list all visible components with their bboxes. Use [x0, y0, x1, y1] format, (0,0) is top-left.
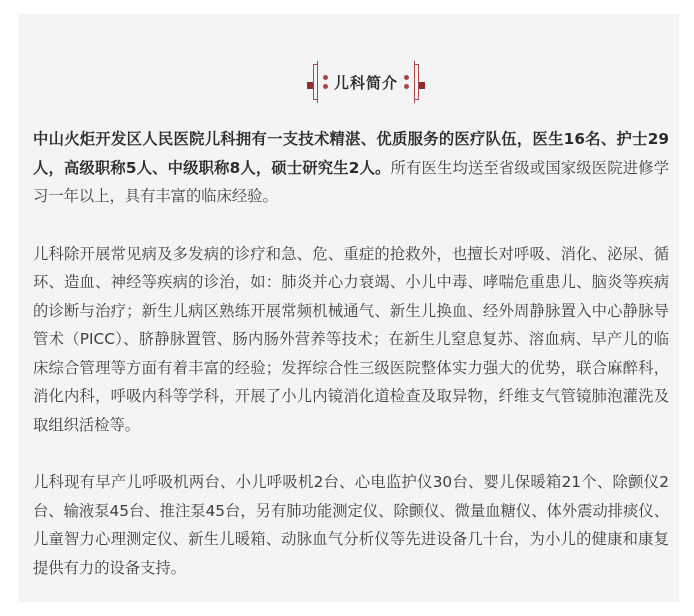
section-title-frame — [307, 51, 425, 105]
intro-paragraph — [33, 125, 669, 211]
article-body — [33, 125, 669, 611]
page-title: 儿科简介 — [333, 74, 398, 92]
intro-rest-text: 所有医生均送至省级或国家级医院进修学习一年以上，具有丰富的临床经验。 — [33, 158, 669, 205]
intro-highlight-text: 中山火炬开发区人民医院儿科拥有一支技术精湛、优质服务的医疗队伍，医生16名、护士29人，高级职称5人、中级职称8人，硕士研究生2人。 — [33, 130, 669, 177]
services-paragraph: 儿科除开展常见病及多发病的诊疗和急、危、重症的抢救外，也擅长对呼吸、消化、泌尿、循环、造血、神经等疾病的诊治，如：肺炎并心力衰竭、小儿中毒、哮喘危重患儿、脑炎等疾病的诊断与治疗；新生儿病区熟练开展常频机械通气、新生儿换血、经外周静脉置入中心静脉导管术（PICC）、脐静脉置管、肠内肠外营养等技术；在新生儿窒息复苏、溶血病、早产儿的临床综合管理等方面有着丰富的经验；发挥综合性三级医院整体实力强大的优势，联合麻醉科，消化内科，呼吸内科等学科，开展了小儿内镜消化道检查及取异物，纤维支气管镜肺泡灌洗及取组织活检等。 — [33, 244, 669, 434]
equipment-paragraph: 儿科现有早产儿呼吸机两台、小儿呼吸机2台、心电监护仪30台、婴儿保暖箱21个、除颤仪2台、输液泵45台、推注泵45台，另有肺功能测定仪、除颤仪、微量血糖仪、体外震动排痰仪、儿童智力心理测定仪、新生儿暖箱、动脉血气分析仪等先进设备几十台，为小儿的健康和康复提供有力的设备支持。 — [33, 473, 669, 577]
